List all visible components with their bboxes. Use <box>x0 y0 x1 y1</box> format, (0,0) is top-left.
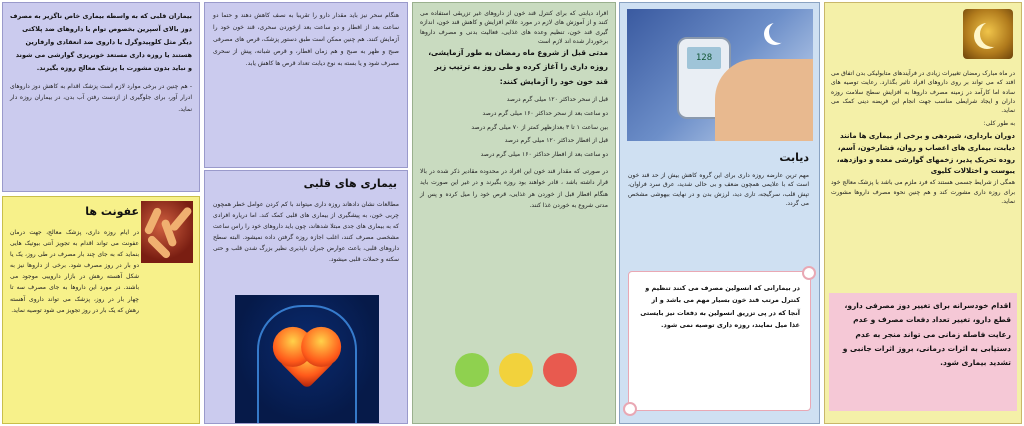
sugar-item: دو ساعت بعد از افطار حداکثر ۱۶۰ میلی گرم درصد <box>480 151 608 159</box>
infection-text: در ایام روزه داری، پزشک معالج، جهت درمان عفونت می تواند اقدام به تجویز آنتی بیوتیک هایی بنماید که به جای چند بار مصرف در طی روز، یک یا دو بار در روز مصرف شود. برخی از داروها نیز به شکل آهسته رهش در بازار داروییی موجود می باشند. در مورد این داروها به جای مصرف سه تا چهار بار در روز، پزشک می تواند داروی آهسته رهش که یک بار در روز تجویز می شود توصیه نماید. <box>10 229 139 314</box>
sugar-test-panel <box>412 2 616 424</box>
ramadan-example-label: به طور کلی: <box>983 120 1015 128</box>
diabetes-text: مهم ترین عارضه روزه داری برای این گروه کاهش بیش از حد قند خون است که با علایمی همچون ضعف و بی حالی شدید، عرق سرد فراوان، تپش قلب، سرگیجه، تاری دید، لرزش بدن و در نهایت بیهوشی مشخص می گردد. <box>628 172 809 207</box>
heart-illustration <box>235 295 379 423</box>
traffic-lights <box>413 353 615 393</box>
ramadan-logo <box>963 9 1013 59</box>
ramadan-bold-text: دوران بارداری، شیردهی و برخی از بیماری ها مانند دیابت، بیماری های اعصاب و روان، فشارخون، آسم، روده تحریک پذیر، زخمهای گوارشی معده و دوازدهه، یبوست و اختلالات کلیوی <box>836 131 1015 176</box>
ramadan-panel <box>824 2 1022 424</box>
ramadan-after-bold: همگی از شرایط جسمی هستند که فرد ملزم می باشد با پزشک معالج خود برای روزه داری مشورت کند و هم چنین نحوه مصرف داروها مشورت نماید. <box>831 179 1015 205</box>
diuretic-text: - هم چنین در برخی موارد لازم است پزشک اقدام به کاهش دوز داروهای ادرار آور، برای جلوگیری از ازدست رفتن آب بدن، در بیماران روزه دار نماید. <box>10 83 192 113</box>
sugar-item: بین ساعت ۱ تا ۳ بعدازظهر کمتر از ۷۰ میلی گرم درصد <box>471 123 608 131</box>
heart-text: مطالعات نشان دادهاند روزه داری میتواند با کم کردن عوامل خطر همچون چربی خون، به پیشگیری از بیماری های قلبی کمک کند. اما دریاره افرادی که به بیماری های جدی مبتلا شدهاند، چون باید داروهای خود را راس ساعت مشخصی مصرف کنند، اغلب اجازه روزه گرفتن داده نمیشود. البته سطح داروهای قلبی، باعث عوارض جبران ناپذیری نظیر بزرگ شدن قلب و حتی سکته و حملات قلبی میشود. <box>213 201 399 264</box>
meter-reading: 128 <box>687 47 721 69</box>
crescent-icon <box>980 21 1006 47</box>
infection-title: عفونت ها <box>85 205 139 218</box>
diabetes-title: دیابت <box>779 151 809 164</box>
heart-panel <box>204 170 408 424</box>
dose-adjustment-panel <box>204 2 408 168</box>
sugar-item: دو ساعت بعد از سحر حداکثر ۱۶۰ میلی گرم درصد <box>482 109 608 117</box>
insulin-note <box>628 271 811 411</box>
bacterium-icon <box>169 206 193 233</box>
warning-text: اقدام خودسرانه برای تغییر دوز مصرفی دارو، قطع دارو، تغییر تعداد دفعات مصرف و عدم رعایت فاصله زمانی می تواند منجر به عدم دستیابی به اثرات درمانی، بروز اثرات جانبی و تشدید بیماری شود. <box>842 301 1011 367</box>
scroll-curl-icon <box>623 402 637 416</box>
aspirin-bold: بیماران قلبی که به واسطه بیماری خاص ناگزیر به مصرف دوز بالای آسپرین بخصوص توام با داروهای ضد پلاکتی دیگر مثل کلوپیدوگرل یا داروی ضد انعقادی وارفارین هستند یا روزه داری مستعد خونریزی گوارشی می شوند و نباید بدون مشورت با پزشک معالج روزه بگیرند. <box>9 12 192 72</box>
scroll-curl-icon <box>802 266 816 280</box>
aspirin-panel <box>2 2 200 192</box>
sugar-outro: در صورتی که مقدار قند خون این افراد در محدوده مقادیر ذکر شده در بالا قرار داشته باشد ، قادر خواهند بود روزه بگیرند و در غیر این صورت باید هنگام افطار قبل از خوردن هر غذایی، قرص خود را میل کرده و پس از مدتی شروع به خوردن غذا کنند. <box>420 167 608 210</box>
sugar-bold: مدتی قبل از شروع ماه رمضان به طور آزمایشی، روزه داری را آغاز کرده و طی روز به ترتیب زیر قند خون خود را آزمایش کنند: <box>428 48 608 86</box>
red-light-icon <box>543 353 577 387</box>
warning-box <box>829 293 1017 411</box>
heart-title: بیماری های قلبی <box>303 177 397 190</box>
glucose-meter-photo <box>627 9 813 141</box>
green-light-icon <box>455 353 489 387</box>
insulin-text: در بیمارانی که انسولین مصرف می کنند تنظیم و کنترل مرتب قند خون بسیار مهم می باشد و از آنجا که در پی تزریق انسولین به دفعات نیز بایستی غذا میل نمایند، روزه داری توصیه نمی شود. <box>640 284 800 330</box>
bacterium-icon <box>143 207 162 236</box>
ramadan-intro: در ماه مبارک رمضان تغییرات زیادی در فرآیندهای متابولیکی بدن اتفاق می افتد که می تواند بر روی داروهای افراد تاثیر بگذارد. رعایت توصیه های ساده اما کارآمد در زمینه مصرف داروها به افزایش سطح سلامت روزه داران و ایجاد شرایطی مناسب جهت انجام این فریضه دینی کمک می نماید. <box>831 70 1015 115</box>
yellow-light-icon <box>499 353 533 387</box>
sugar-intro: افراد دیابتی که برای کنترل قند خون از داروهای غیر تزریقی استفاده می کنند و از آموزش های لازم در مورد علائم افزایش و کاهش قند خون، اندازه گیری قند خون، تنظیم وعده های غذایی، فعالیت بدنی و مصرف داروها برخوردار شده اند لازم است <box>420 10 608 45</box>
sugar-item: قبل از سحر حداکثر ۱۲۰ میلی گرم درصد <box>506 95 608 103</box>
bacteria-image <box>141 201 193 263</box>
sugar-item: قبل از افطار حداکثر ۱۲۰ میلی گرم درصد <box>504 137 608 145</box>
dose-adjustment-text: هنگام سحر نیز باید مقدار دارو را تقریبا به نصف کاهش دهند و حتما دو ساعت بعد از افطار و دو ساعت بعد ازخوردن سحری، قند خون خود را آزمایش کنند. هم چنین ممکن است طبق دستور پزشک، قرص های مصرفی صبح و ظهر به صبح و هم زمان افطار، و قرص شبانه، پیش از سحری مصرف شود و یا بسته به نوع دیابت تعداد قرص ها کاهش یابد. <box>213 12 399 67</box>
moon-icon <box>769 21 791 43</box>
hand-illustration <box>715 59 813 141</box>
infection-panel <box>2 196 200 424</box>
diabetes-panel <box>619 2 820 424</box>
